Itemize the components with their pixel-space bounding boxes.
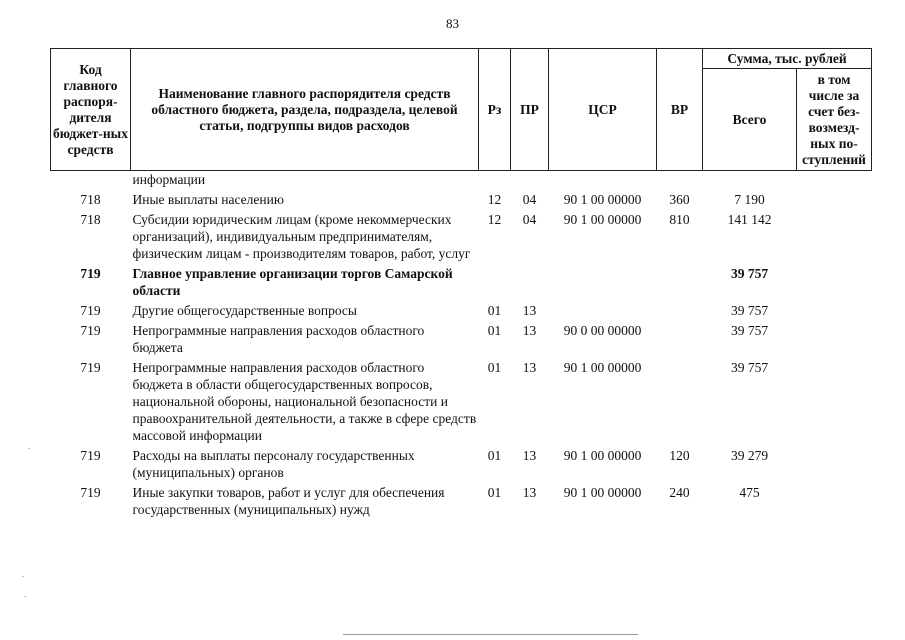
cell-csr [549,299,657,319]
cell-total: 39 757 [730,303,769,318]
cell-incl [797,188,872,208]
cell-name: Главное управление организации торгов Самарской области [132,266,453,298]
cell-rz: 12 [487,212,502,227]
cell-total: 39 757 [730,266,769,281]
cell-rz: 01 [487,303,502,318]
cell-vr [657,356,703,444]
cell-rz: 12 [487,192,502,207]
cell-code: 719 [80,360,101,375]
header-pr: ПР [511,49,549,171]
cell-pr: 13 [522,485,537,500]
scan-line [343,634,638,635]
cell-code: 719 [80,448,101,463]
table-row [51,171,872,189]
cell-code: 719 [80,303,101,318]
header-total: Всего [703,69,797,171]
cell-rz [479,171,511,189]
cell-pr: 13 [522,448,537,463]
scan-speck [24,596,26,597]
cell-incl [797,444,872,481]
cell-vr [657,171,703,189]
cell-csr: 90 1 00 00000 [563,360,642,375]
cell-vr [657,299,703,319]
cell-name: Непрограммные направления расходов областного бюджета в области общегосударственных вопросов, национальной обороны, национальной безопасности и правоохранительной деятельности, а также в сфере средств массовой информации [132,360,477,443]
cell-incl [797,356,872,444]
cell-code: 719 [80,485,101,500]
cell-vr [657,319,703,356]
cell-total: 39 279 [730,448,769,463]
cell-pr: 13 [522,303,537,318]
cell-vr: 120 [669,448,690,463]
cell-code: 718 [80,192,101,207]
table-header [51,49,872,171]
cell-pr: 13 [522,323,537,338]
cell-vr: 360 [669,192,690,207]
cell-pr: 04 [522,212,537,227]
cell-rz: 01 [487,485,502,500]
cell-rz: 01 [487,448,502,463]
cell-vr: 810 [669,212,690,227]
cell-total: 7 190 [734,192,765,207]
cell-code [51,171,131,189]
cell-pr [511,262,549,299]
table-row [51,262,872,299]
cell-pr: 04 [522,192,537,207]
header-incl: в том числе за счет без-возмезд-ных по-ступлений [797,69,872,171]
header-sum-group: Сумма, тыс. рублей [703,49,872,69]
cell-incl [797,262,872,299]
scan-speck [22,576,24,577]
header-rz: Рз [479,49,511,171]
header-csr: ЦСР [549,49,657,171]
table-row [51,356,872,444]
budget-table [50,48,872,518]
cell-name: Субсидии юридическим лицам (кроме некоммерческих организаций), индивидуальным предпринимателям, физическим лицам - производителям товаров, работ, услуг [132,212,471,261]
cell-incl [797,481,872,518]
cell-total: 39 757 [730,323,769,338]
cell-total [703,171,797,189]
cell-csr: 90 1 00 00000 [563,485,642,500]
cell-name: Непрограммные направления расходов областного бюджета [132,323,425,355]
cell-csr: 90 1 00 00000 [563,192,642,207]
cell-incl [797,319,872,356]
page-number: 83 [446,16,459,31]
cell-incl [797,208,872,262]
cell-name: информации [132,172,206,187]
table-body [51,171,872,519]
table-row [51,208,872,262]
cell-rz [479,262,511,299]
cell-rz: 01 [487,360,502,375]
scan-speck [28,448,30,449]
cell-pr: 13 [522,360,537,375]
cell-code: 718 [80,212,101,227]
cell-csr: 90 0 00 00000 [563,323,642,338]
header-vr: ВР [657,49,703,171]
cell-code: 719 [80,266,101,281]
cell-csr: 90 1 00 00000 [563,212,642,227]
cell-total: 475 [739,485,760,500]
cell-vr [657,262,703,299]
table-row [51,481,872,518]
header-code: Код главного распоря-дителя бюджет-ных средств [51,49,131,171]
table-row [51,299,872,319]
cell-name: Иные выплаты населению [132,192,284,207]
cell-vr: 240 [669,485,690,500]
cell-name: Иные закупки товаров, работ и услуг для обеспечения государственных (муниципальных) нужд [132,485,445,517]
cell-total: 39 757 [730,360,769,375]
cell-csr [549,262,657,299]
table-row [51,444,872,481]
cell-pr [511,171,549,189]
cell-rz: 01 [487,323,502,338]
table-row [51,188,872,208]
table-row [51,319,872,356]
header-name: Наименование главного распорядителя средств областного бюджета, раздела, подраздела, целевой статьи, подгруппы видов расходов [131,49,479,171]
cell-name: Расходы на выплаты персоналу государственных (муниципальных) органов [132,448,415,480]
cell-name: Другие общегосударственные вопросы [132,303,357,318]
cell-incl [797,299,872,319]
cell-csr [549,171,657,189]
cell-incl [797,171,872,189]
cell-total: 141 142 [727,212,772,227]
cell-csr: 90 1 00 00000 [563,448,642,463]
cell-code: 719 [80,323,101,338]
